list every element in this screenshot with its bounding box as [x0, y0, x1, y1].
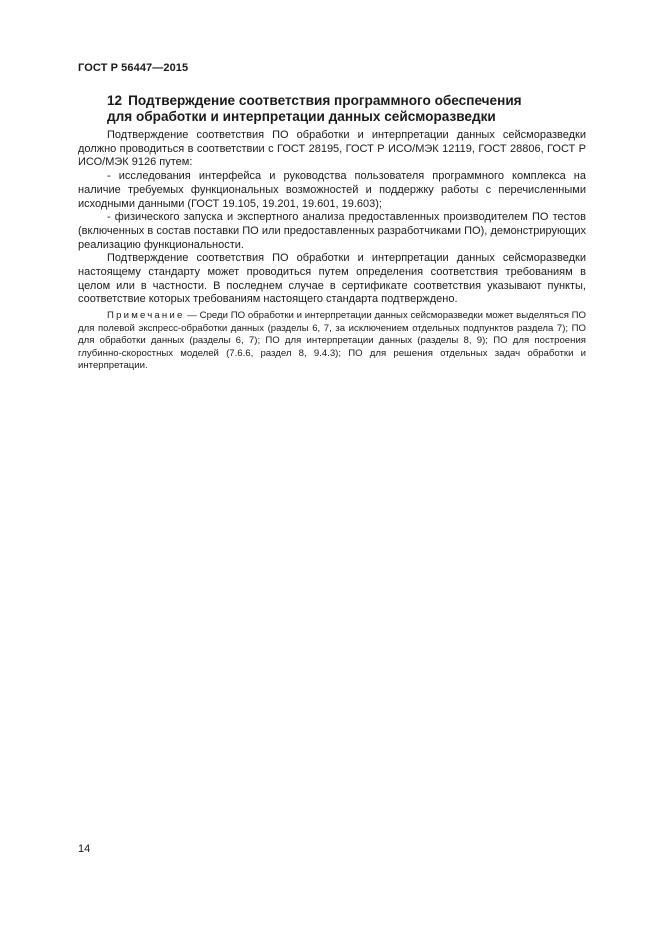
note-dash: —	[184, 310, 200, 321]
paragraph-intro: Подтверждение соответствия ПО обработки и интерпретации данных сейсморазведки должно проводиться в соответствии с ГОСТ 28195, ГОСТ Р ИСО/МЭК 12119, ГОСТ 28806, ГОСТ Р ИСО/МЭК 9126 путем:	[78, 129, 586, 169]
section-title-text-1: Подтверждение соответствия программного обеспечения	[128, 93, 522, 108]
section-body	[78, 129, 586, 307]
section-title-line-1	[107, 93, 587, 109]
note-text: Среди ПО обработки и интерпретации данных сейсморазведки может выделяться ПО для полевой экспресс-обработки данных (разделы 6, 7, за исключением отдельных подпунктов раздела 7); ПО для обработки данных (разделы 6, 7); ПО для интерпретации данных (разделы 8, 9); ПО для построения глубинно-скоростных моделей (7.6.6, раздел 8, 9.4.3); ПО для решения отдельных задач обработки и интерпретации.	[78, 310, 586, 372]
note-block	[78, 310, 586, 373]
paragraph-list-item-1: - исследования интерфейса и руководства пользователя программного комплекса на наличие требуемых функциональных возможностей и поддержку работы с перечисленными исходными данными (ГОСТ 19.105, 19.201, 19.601, 19.603);	[78, 170, 586, 210]
section-title	[107, 93, 587, 125]
document-header-code: ГОСТ Р 56447—2015	[78, 62, 189, 74]
paragraph-conformity: Подтверждение соответствия ПО обработки и интерпретации данных сейсморазведки настоящему стандарту может проводиться путем определения соответствия требованиям в целом или в частности. В последнем случае в сертификате соответствия указывают пункты, соответствие которых требованиям настоящего стандарта подтверждено.	[78, 252, 586, 306]
page-number: 14	[78, 843, 91, 855]
paragraph-list-item-2: - физического запуска и экспертного анализа предоставленных производителем ПО тестов (включенных в состав поставки ПО или предоставленных разработчиками ПО), демонстрирующих реализацию функциональности.	[78, 211, 586, 251]
section-title-line-2: для обработки и интерпретации данных сейсморазведки	[107, 109, 496, 124]
note-paragraph	[78, 310, 586, 373]
section-number: 12	[107, 93, 123, 108]
note-label: Примечание	[107, 310, 185, 321]
